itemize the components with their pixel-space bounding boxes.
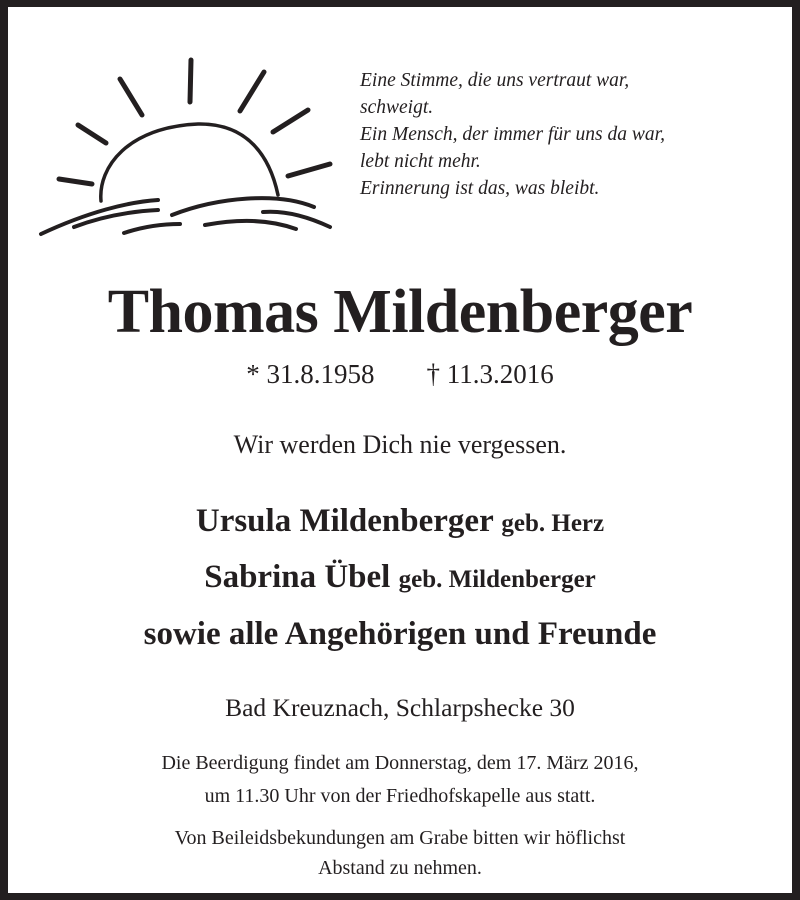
- life-dates: [8, 359, 792, 390]
- poem-line: Eine Stimme, die uns vertraut war,: [360, 70, 630, 91]
- family-note: geb. Mildenberger: [398, 566, 596, 593]
- motto: Wir werden Dich nie vergessen.: [233, 430, 567, 459]
- obituary-card: [8, 7, 792, 893]
- family-member: [8, 503, 792, 540]
- birth-date: * 31.8.1958: [246, 359, 375, 389]
- condolence-note: [8, 823, 792, 883]
- poem-line: schweigt.: [360, 97, 434, 118]
- condolence-line: Abstand zu nehmen.: [318, 857, 482, 879]
- poem-line: lebt nicht mehr.: [360, 151, 481, 172]
- poem: [360, 67, 665, 202]
- funeral-info: [8, 747, 792, 813]
- family-name: Ursula Mildenberger: [195, 503, 494, 539]
- death-date: † 11.3.2016: [426, 359, 554, 389]
- funeral-line: um 11.30 Uhr von der Friedhofskapelle aus statt.: [204, 785, 596, 807]
- funeral-line: Die Beerdigung findet am Donnerstag, dem 17. März 2016,: [161, 752, 639, 774]
- condolence-line: Von Beileidsbekundungen am Grabe bitten wir höflichst: [174, 827, 626, 849]
- family-note: geb. Herz: [501, 510, 605, 537]
- family-member: [8, 559, 792, 596]
- poem-line: Erinnerung ist das, was bleibt.: [360, 178, 600, 199]
- family-member: [8, 616, 792, 653]
- sunset-icon: [8, 7, 348, 247]
- family-name: sowie alle Angehörigen und Freunde: [143, 616, 657, 652]
- family-name: Sabrina Übel: [204, 559, 391, 595]
- poem-line: Ein Mensch, der immer für uns da war,: [360, 124, 665, 145]
- deceased-name: Thomas Mildenberger: [107, 278, 693, 346]
- address: Bad Kreuznach, Schlarpshecke 30: [225, 693, 575, 722]
